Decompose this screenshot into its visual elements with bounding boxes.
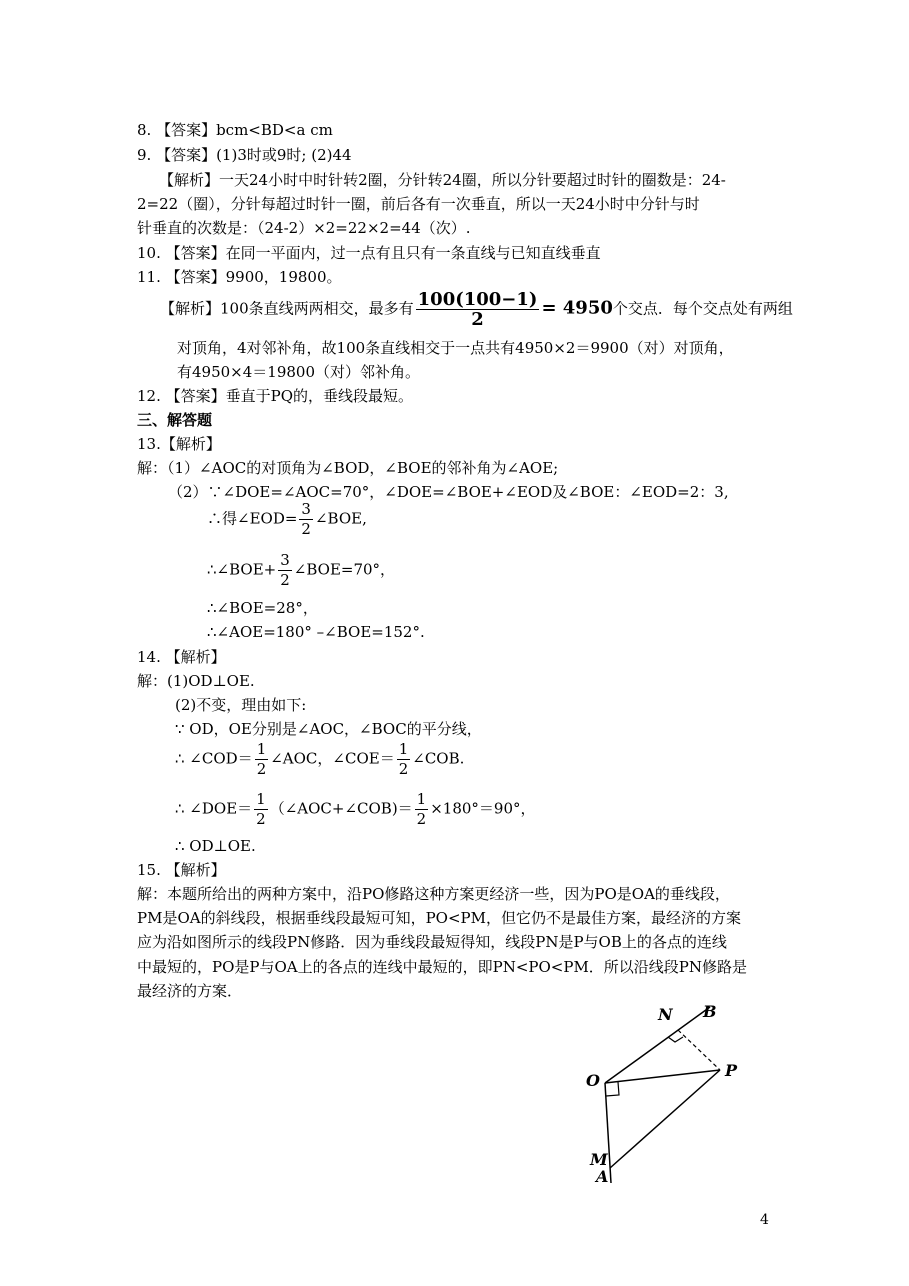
right-angle-mark-N [668,1037,683,1042]
analysis-11-line1: 【解析】100条直线两两相交，最多有 $\frac{100(100-1)}{2}$ = 4950个交点．每个交点处有两组 [160,289,793,330]
fraction: $\frac{1}{2}$ [256,740,267,778]
solution-13-step3: ∴∠BOE=28°， [207,599,318,617]
label-P: P [725,1061,738,1080]
solution-13-step4: ∴∠AOE=180° –∠BOE=152°. [207,623,425,641]
analysis-9-line2: 2=22（圈），分针每超过时针一圈，前后各有一次垂直，所以一天24小时中分针与时 [137,195,700,213]
answer-9: 9. 【答案】(1)3时或9时; (2)44 [137,146,352,164]
solution-15-line5: 最经济的方案． [137,982,243,1000]
solution-13-step2: ∴∠BOE+ $\frac{3}{2}$ ∠BOE=70°， [207,551,396,589]
solution-15-line2: PM是OA的斜线段，根据垂线段最短可知，PO<PM，但它仍不是最佳方案，最经济的方案 [137,909,741,927]
solution-13-part1: 解：（1）∠AOC的对顶角为∠BOD，∠BOE的邻补角为∠AOE; [137,459,559,477]
segment-PO [605,1070,720,1083]
question-13: 13.【解析】 [137,435,221,453]
fraction: $\frac{3}{2}$ [280,551,290,589]
solution-14-part2: (2)不变，理由如下: [175,696,307,714]
geometry-figure [580,990,760,1190]
solution-14-step4: ∴ OD⊥OE. [175,837,256,855]
solution-14-part1: 解：(1)OD⊥OE. [137,672,255,690]
fraction: $\frac{1}{2}$ [256,790,266,828]
fraction: $\frac{100(100-1)}{2}$ [417,289,538,330]
answer-10: 10. 【答案】在同一平面内，过一点有且只有一条直线与已知直线垂直 [137,244,601,262]
solution-14-step1: ∵ OD，OE分别是∠AOC，∠BOC的平分线， [175,720,482,738]
label-A: A [596,1167,609,1186]
label-B: B [703,1002,717,1021]
analysis-9-line1: 【解析】一天24小时中时针转2圈，分针转24圈，所以分针要超过时针的圈数是：24- [159,171,726,189]
fraction: $\frac{3}{2}$ [301,500,311,538]
section-heading: 三、解答题 [137,411,213,429]
question-14: 14. 【解析】 [137,648,226,666]
label-N: N [658,1005,673,1024]
solution-15-line1: 解：本题所给出的两种方案中，沿PO修路这种方案更经济一些，因为PO是OA的垂线段， [137,885,730,903]
solution-13-step1: ∴得∠EOD= $\frac{3}{2}$ ∠BOE, [207,500,367,538]
label-O: O [586,1071,600,1090]
question-15: 15. 【解析】 [137,861,226,879]
fraction: $\frac{1}{2}$ [398,740,409,778]
solution-15-line4: 中最短的，PO是P与OA上的各点的连线中最短的，即PN<PO<PM．所以沿线段PN修路是 [137,958,748,976]
solution-13-part2: （2）∵∠DOE=∠AOC=70°，∠DOE=∠BOE+∠EOD及∠BOE：∠EOD=2：3, [168,483,729,501]
solution-15-line3: 应为沿如图所示的线段PN修路．因为垂线段最短得知，线段PN是P与OB上的各点的连线 [137,933,727,951]
fraction: $\frac{1}{2}$ [416,790,427,828]
segment-PN [678,1030,720,1070]
analysis-11-line3: 有4950×4＝19800（对）邻补角。 [177,363,421,381]
analysis-11-line2: 对顶角，4对邻补角，故100条直线相交于一点共有4950×2＝9900（对）对顶角， [177,339,734,357]
answer-12: 12. 【答案】垂直于PQ的，垂线段最短。 [137,387,414,405]
solution-14-step3: ∴ ∠DOE＝ $\frac{1}{2}$ （∠AOC+∠COB)＝ $\frac{1}{2}$ ×180°＝90°， [175,790,536,828]
page-number: 4 [760,1212,769,1228]
answer-8: 8. 【答案】bcm<BD<a cm [137,121,333,139]
right-angle-mark-O [606,1082,619,1096]
solution-14-step2: ∴ ∠COD＝ $\frac{1}{2}$ ∠AOC，∠COE＝ $\frac{1}{2}$ ∠COB. [175,740,465,778]
answer-11: 11. 【答案】9900，19800。 [137,268,342,286]
segment-PM [610,1070,720,1168]
label-M: M [590,1150,608,1169]
analysis-9-line3: 针垂直的次数是：（24-2）×2=22×2=44（次）. [137,219,471,237]
